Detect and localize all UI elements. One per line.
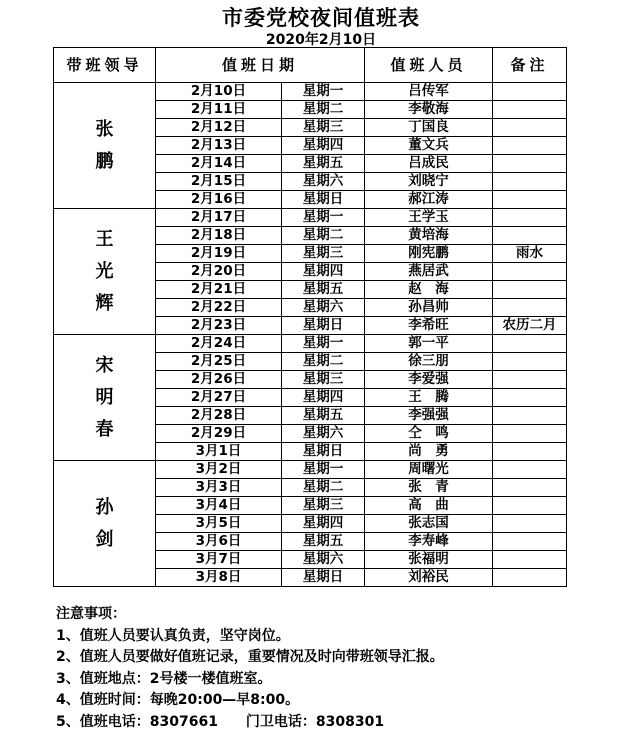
weekday-cell: 星期三 — [282, 245, 365, 263]
remark-cell — [493, 515, 567, 533]
duty-person-cell: 孙昌帅 — [365, 299, 493, 317]
duty-date-cell: 3月1日 — [156, 443, 282, 461]
weekday-cell: 星期一 — [282, 209, 365, 227]
duty-person-cell: 燕居武 — [365, 263, 493, 281]
duty-date-cell: 2月28日 — [156, 407, 282, 425]
duty-person-cell: 仝 鸣 — [365, 425, 493, 443]
weekday-cell: 星期日 — [282, 569, 365, 587]
weekday-cell: 星期四 — [282, 515, 365, 533]
duty-person-cell: 李希旺 — [365, 317, 493, 335]
duty-date-cell: 2月27日 — [156, 389, 282, 407]
duty-date-cell: 2月26日 — [156, 371, 282, 389]
duty-person-cell: 刘裕民 — [365, 569, 493, 587]
weekday-cell: 星期四 — [282, 263, 365, 281]
note-item: 5、值班电话：8307661 门卫电话：8308301 — [56, 712, 444, 733]
weekday-cell: 星期二 — [282, 353, 365, 371]
remark-cell — [493, 137, 567, 155]
duty-person-cell: 高 曲 — [365, 497, 493, 515]
weekday-cell: 星期三 — [282, 371, 365, 389]
weekday-cell: 星期一 — [282, 461, 365, 479]
remark-cell — [493, 299, 567, 317]
header-remark: 备注 — [493, 48, 567, 83]
remark-cell — [493, 227, 567, 245]
roster-body — [54, 83, 567, 587]
remark-cell — [493, 479, 567, 497]
duty-person-cell: 李敬海 — [365, 101, 493, 119]
duty-person-cell: 尚 勇 — [365, 443, 493, 461]
schedule-date: 2020年2月10日 — [0, 29, 642, 49]
weekday-cell: 星期五 — [282, 533, 365, 551]
remark-cell — [493, 497, 567, 515]
duty-person-cell: 黄培海 — [365, 227, 493, 245]
weekday-cell: 星期四 — [282, 389, 365, 407]
weekday-cell: 星期一 — [282, 335, 365, 353]
remark-cell — [493, 407, 567, 425]
duty-person-cell: 郝江涛 — [365, 191, 493, 209]
note-item: 3、值班地点：2号楼一楼值班室。 — [56, 669, 444, 691]
leader-name: 孙剑 — [95, 492, 115, 556]
duty-date-cell: 3月4日 — [156, 497, 282, 515]
weekday-cell: 星期二 — [282, 479, 365, 497]
leader-cell — [54, 83, 156, 209]
duty-date-cell: 2月13日 — [156, 137, 282, 155]
duty-person-cell: 吕成民 — [365, 155, 493, 173]
duty-person-cell: 丁国良 — [365, 119, 493, 137]
duty-person-cell: 刘晓宁 — [365, 173, 493, 191]
duty-person-cell: 徐三朋 — [365, 353, 493, 371]
remark-cell — [493, 155, 567, 173]
weekday-cell: 星期五 — [282, 281, 365, 299]
duty-person-cell: 张志国 — [365, 515, 493, 533]
remark-cell — [493, 533, 567, 551]
remark-cell — [493, 209, 567, 227]
table-header-row — [54, 48, 567, 83]
notes-section — [56, 604, 444, 733]
duty-date-cell: 2月17日 — [156, 209, 282, 227]
duty-date-cell: 3月3日 — [156, 479, 282, 497]
duty-date-cell: 3月5日 — [156, 515, 282, 533]
remark-cell: 雨水 — [493, 245, 567, 263]
remark-cell — [493, 353, 567, 371]
weekday-cell: 星期三 — [282, 497, 365, 515]
duty-date-cell: 2月10日 — [156, 83, 282, 101]
remark-cell — [493, 263, 567, 281]
duty-person-cell: 刚宪鹏 — [365, 245, 493, 263]
remark-cell — [493, 335, 567, 353]
duty-date-cell: 2月29日 — [156, 425, 282, 443]
weekday-cell: 星期二 — [282, 101, 365, 119]
remark-cell — [493, 119, 567, 137]
duty-person-cell: 郭一平 — [365, 335, 493, 353]
remark-cell — [493, 389, 567, 407]
duty-person-cell: 李爱强 — [365, 371, 493, 389]
remark-cell — [493, 371, 567, 389]
duty-date-cell: 3月2日 — [156, 461, 282, 479]
remark-cell — [493, 101, 567, 119]
duty-date-cell: 2月22日 — [156, 299, 282, 317]
weekday-cell: 星期六 — [282, 173, 365, 191]
duty-date-cell: 2月18日 — [156, 227, 282, 245]
duty-person-cell: 李寿峰 — [365, 533, 493, 551]
duty-date-cell: 2月11日 — [156, 101, 282, 119]
table-row — [54, 209, 567, 227]
leader-name: 王光辉 — [95, 224, 115, 320]
duty-person-cell: 吕传军 — [365, 83, 493, 101]
remark-cell — [493, 425, 567, 443]
leader-cell — [54, 335, 156, 461]
weekday-cell: 星期五 — [282, 155, 365, 173]
duty-date-cell: 2月14日 — [156, 155, 282, 173]
duty-date-cell: 2月15日 — [156, 173, 282, 191]
duty-person-cell: 张 青 — [365, 479, 493, 497]
weekday-cell: 星期五 — [282, 407, 365, 425]
weekday-cell: 星期六 — [282, 425, 365, 443]
weekday-cell: 星期四 — [282, 137, 365, 155]
duty-person-cell: 周曙光 — [365, 461, 493, 479]
weekday-cell: 星期日 — [282, 191, 365, 209]
duty-date-cell: 2月20日 — [156, 263, 282, 281]
weekday-cell: 星期六 — [282, 299, 365, 317]
weekday-cell: 星期六 — [282, 551, 365, 569]
header-date: 值班日期 — [156, 48, 365, 83]
duty-date-cell: 3月7日 — [156, 551, 282, 569]
duty-person-cell: 李强强 — [365, 407, 493, 425]
duty-person-cell: 赵 海 — [365, 281, 493, 299]
leader-name: 宋明春 — [95, 350, 115, 446]
header-leader: 带班领导 — [54, 48, 156, 83]
table-row — [54, 335, 567, 353]
duty-date-cell: 3月6日 — [156, 533, 282, 551]
duty-person-cell: 王 腾 — [365, 389, 493, 407]
header-person: 值班人员 — [365, 48, 493, 83]
duty-date-cell: 3月8日 — [156, 569, 282, 587]
duty-date-cell: 2月21日 — [156, 281, 282, 299]
duty-person-cell: 王学玉 — [365, 209, 493, 227]
page-title: 市委党校夜间值班表 — [0, 2, 642, 32]
leader-cell — [54, 209, 156, 335]
duty-date-cell: 2月23日 — [156, 317, 282, 335]
duty-date-cell: 2月12日 — [156, 119, 282, 137]
duty-person-cell: 张福明 — [365, 551, 493, 569]
weekday-cell: 星期三 — [282, 119, 365, 137]
table-row — [54, 461, 567, 479]
remark-cell — [493, 83, 567, 101]
weekday-cell: 星期日 — [282, 443, 365, 461]
remark-cell — [493, 551, 567, 569]
leader-cell — [54, 461, 156, 587]
duty-date-cell: 2月16日 — [156, 191, 282, 209]
duty-date-cell: 2月24日 — [156, 335, 282, 353]
table-row — [54, 83, 567, 101]
duty-date-cell: 2月19日 — [156, 245, 282, 263]
notes-heading: 注意事项： — [56, 604, 444, 626]
remark-cell — [493, 569, 567, 587]
duty-roster-table — [53, 47, 567, 587]
duty-person-cell: 董文兵 — [365, 137, 493, 155]
leader-name: 张鹏 — [95, 114, 115, 178]
weekday-cell: 星期二 — [282, 227, 365, 245]
weekday-cell: 星期日 — [282, 317, 365, 335]
remark-cell — [493, 281, 567, 299]
note-item: 2、值班人员要做好值班记录，重要情况及时向带班领导汇报。 — [56, 647, 444, 669]
remark-cell: 农历二月 — [493, 317, 567, 335]
weekday-cell: 星期一 — [282, 83, 365, 101]
duty-date-cell: 2月25日 — [156, 353, 282, 371]
note-item: 1、值班人员要认真负责，坚守岗位。 — [56, 626, 444, 648]
remark-cell — [493, 443, 567, 461]
remark-cell — [493, 191, 567, 209]
remark-cell — [493, 173, 567, 191]
note-item: 4、值班时间：每晚20:00—早8:00。 — [56, 690, 444, 712]
remark-cell — [493, 461, 567, 479]
